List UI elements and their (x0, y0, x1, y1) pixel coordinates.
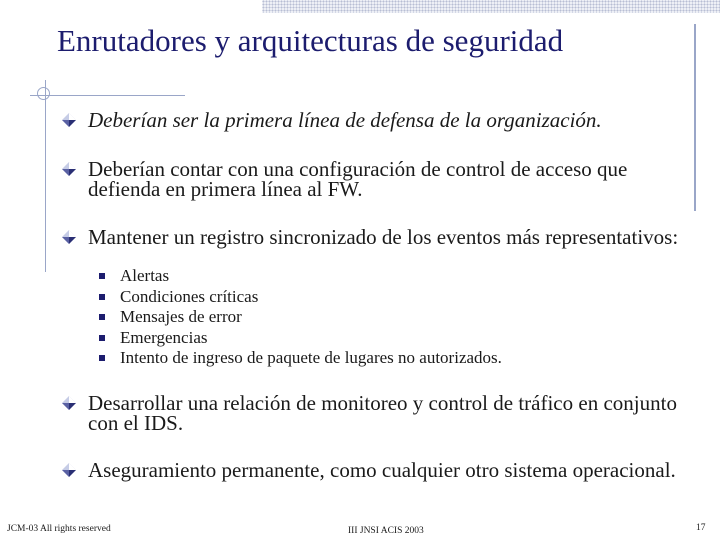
square-bullet-icon (99, 314, 105, 320)
sub-list-item (99, 287, 659, 308)
diamond-bullet-icon (62, 162, 76, 176)
sub-list-item (99, 307, 659, 328)
square-bullet-icon (99, 294, 105, 300)
bullet-item (62, 159, 682, 199)
sub-list-item (99, 328, 659, 349)
square-bullet-icon (99, 355, 105, 361)
left-vertical-line (45, 80, 46, 272)
right-vertical-line (694, 24, 696, 211)
header-texture (262, 0, 720, 13)
sub-list-item (99, 348, 659, 369)
bullet-item (62, 460, 682, 480)
footer-event: III JNSI ACIS 2003 (348, 526, 424, 536)
sub-list (99, 266, 659, 369)
diamond-bullet-icon (62, 113, 76, 127)
sub-item-text: Condiciones críticas (120, 286, 259, 306)
sub-list-item (99, 266, 659, 287)
bullet-text: Deberían ser la primera línea de defensa de la organización. (88, 108, 602, 132)
corner-circle-ornament (37, 87, 50, 100)
footer-copyright: JCM-03 All rights reserved (7, 524, 111, 534)
square-bullet-icon (99, 335, 105, 341)
bullet-item (62, 393, 682, 433)
top-horizontal-line (30, 95, 185, 96)
diamond-bullet-icon (62, 396, 76, 410)
bullet-item (62, 110, 682, 130)
bullet-text: Mantener un registro sincronizado de los eventos más representativos: (88, 225, 679, 249)
bullet-text: Desarrollar una relación de monitoreo y control de tráfico en conjunto con el IDS. (88, 391, 677, 435)
sub-item-text: Emergencias (120, 327, 208, 347)
page-number: 17 (696, 523, 706, 533)
bullet-text: Aseguramiento permanente, como cualquier otro sistema operacional. (88, 458, 676, 482)
sub-item-text: Alertas (120, 266, 170, 285)
diamond-bullet-icon (62, 230, 76, 244)
sub-item-text: Mensajes de error (120, 307, 242, 326)
bullet-text: Deberían contar con una configuración de control de acceso que defienda en primera línea al FW. (88, 157, 628, 201)
slide-title: Enrutadores y arquitecturas de seguridad (57, 23, 564, 58)
diamond-bullet-icon (62, 463, 76, 477)
sub-item-text: Intento de ingreso de paquete de lugares no autorizados. (120, 348, 502, 367)
bullet-item (62, 227, 682, 247)
square-bullet-icon (99, 273, 105, 279)
